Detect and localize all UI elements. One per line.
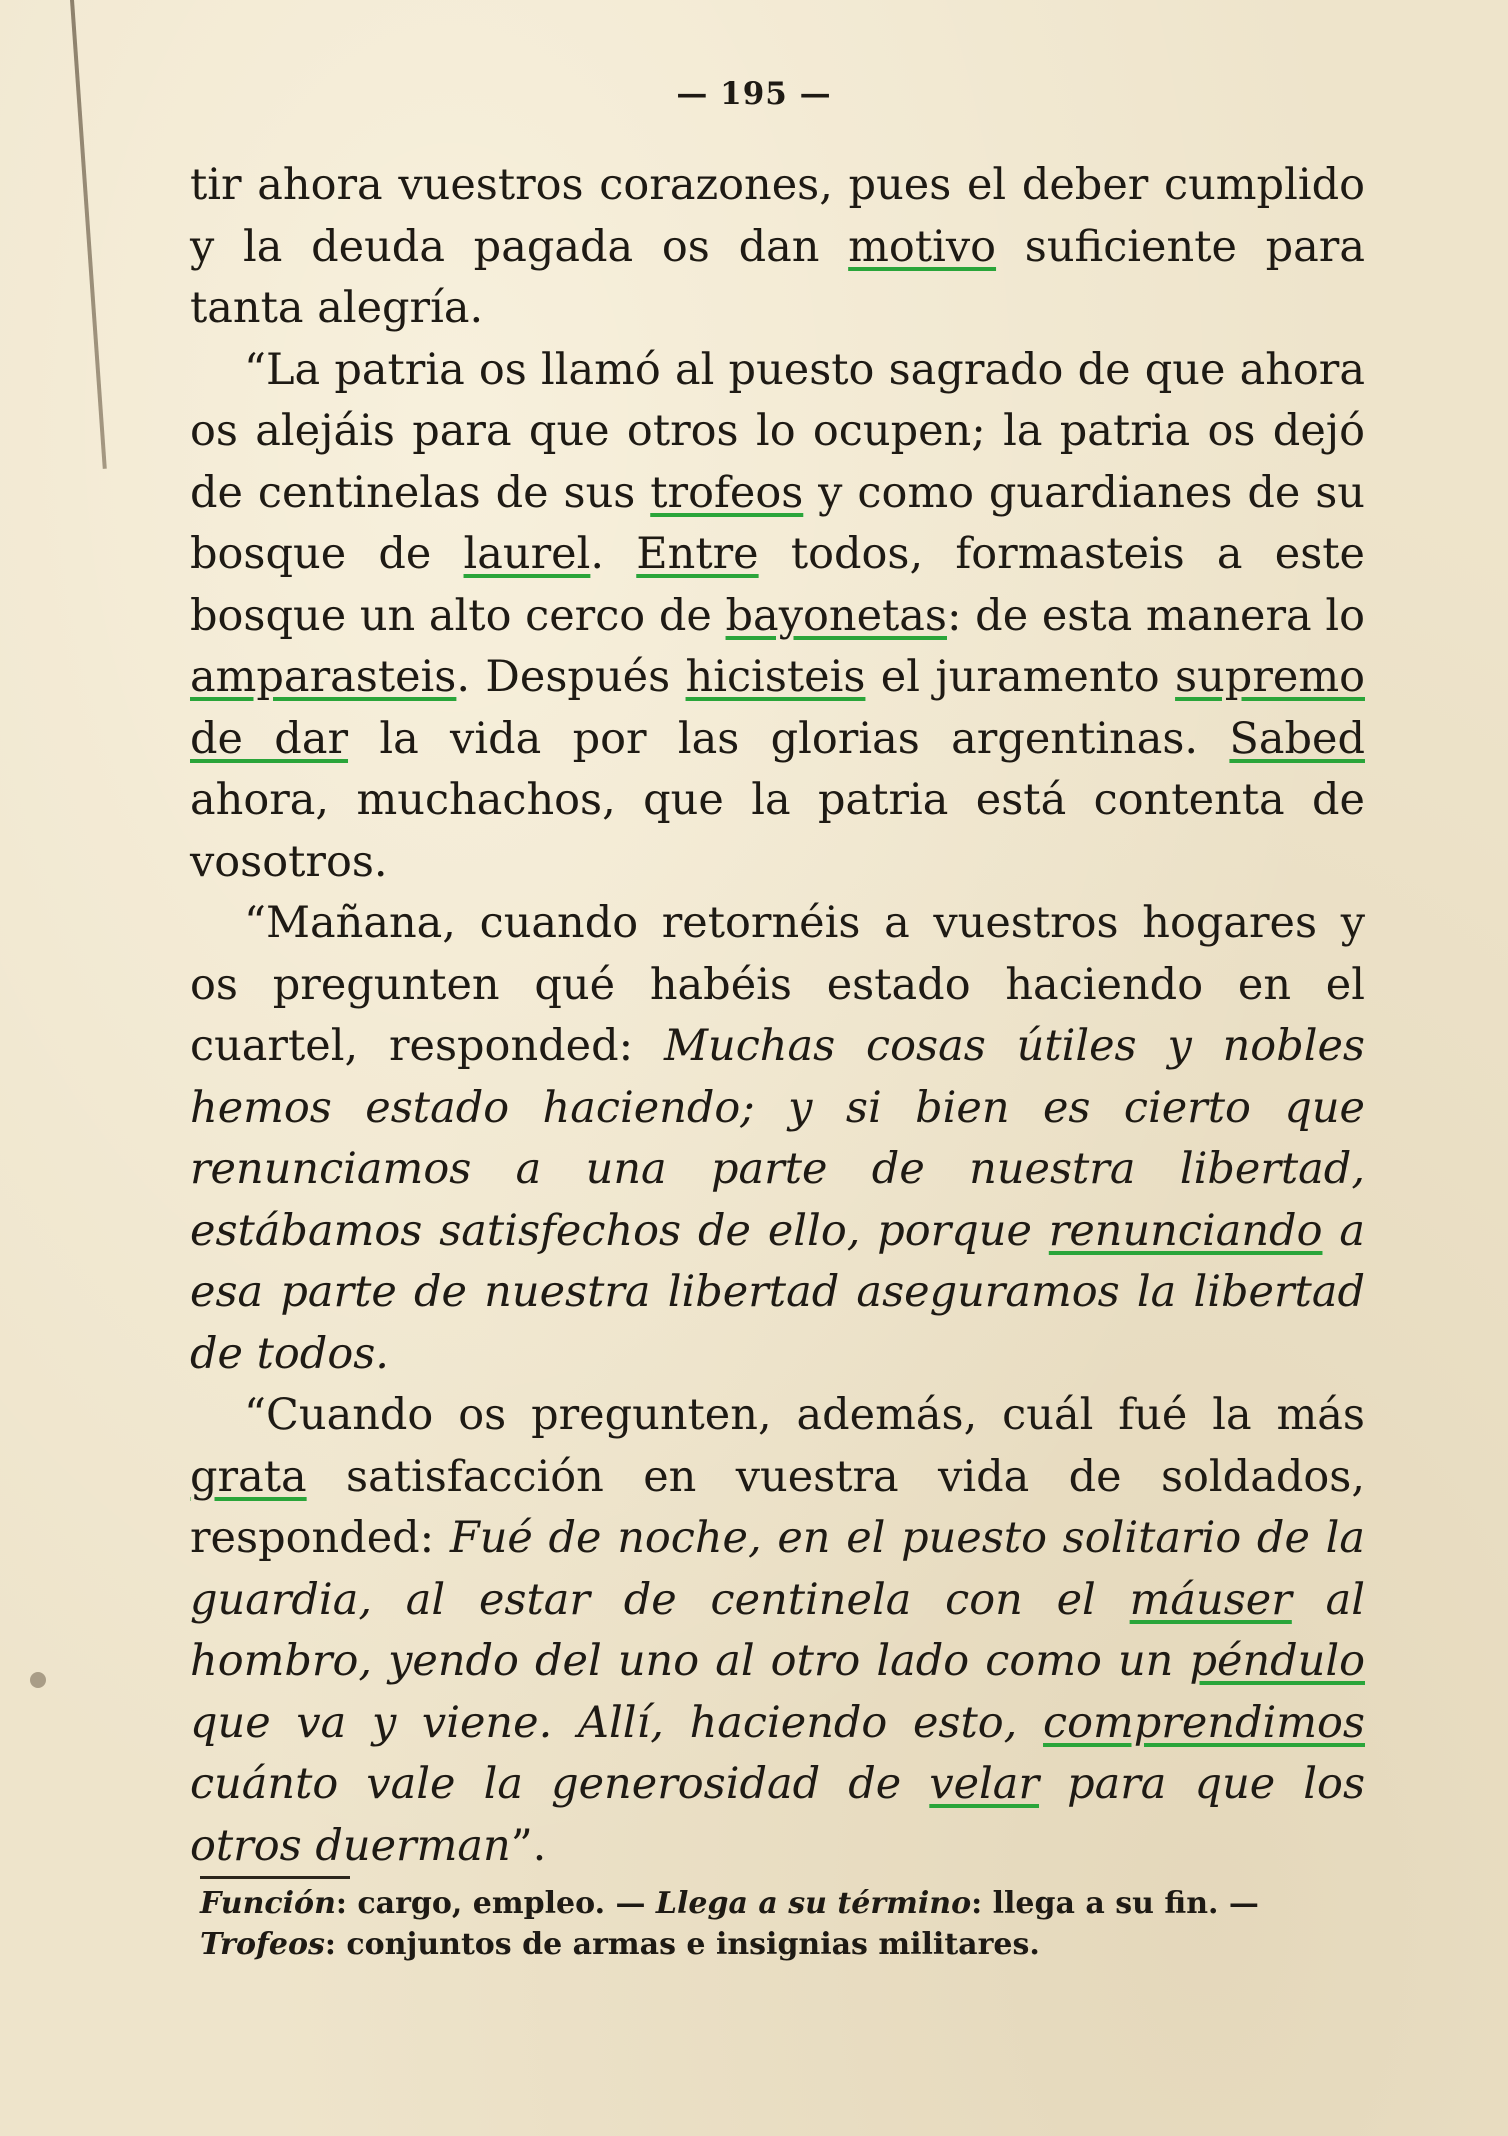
italic-run: a esa parte de nuestra libertad aseguramos la libertad de todos.: [190, 1205, 1365, 1379]
highlighted-word: grata: [190, 1451, 307, 1502]
footnote-divider: [200, 1876, 350, 1879]
footnote-definition: : conjuntos de armas e insignias militares.: [324, 1927, 1040, 1962]
text-run: “Mañana, cuando retornéis a vuestros hogares y os pregunten qué habéis estado haciendo en el cuartel, responded:: [190, 898, 1365, 1071]
highlighted-word: hicisteis: [685, 652, 866, 702]
page-number: — 195 —: [676, 76, 832, 112]
italic-run: Muchas cosas útiles y nobles hemos estado haciendo; y si bien es cierto que renunciamos a una parte de nuestra libertad, estábamos satisfechos de ello, porque: [190, 1021, 1365, 1256]
highlighted-word: laurel: [463, 529, 591, 579]
text-run: suficiente para tanta alegría.: [190, 221, 1365, 333]
text-run: .: [590, 529, 637, 579]
paragraph-4: [190, 1385, 1365, 1877]
text-run: todos, formasteis a este bosque un alto cerco de: [190, 529, 1365, 641]
ink-spot: [30, 1672, 46, 1688]
footnote-term: Llega a su término: [655, 1886, 972, 1921]
highlighted-word: Entre: [636, 529, 759, 579]
text-run: ahora, muchachos, que la patria está contenta de vosotros.: [190, 775, 1365, 887]
text-run: tir ahora vuestros corazones, pues el deber cumplido y la deuda pagada os dan: [190, 160, 1365, 272]
footnote-term: Trofeos: [200, 1927, 325, 1962]
text-run: la vida por las glorias argentinas.: [348, 713, 1230, 764]
text-run: ”.: [510, 1820, 547, 1871]
highlighted-word: supremo de dar: [190, 652, 1365, 764]
italic-run: cuánto vale la generosidad de: [190, 1759, 930, 1809]
footnote-definition: : llega a su fin. —: [971, 1886, 1259, 1921]
italic-run: Fué de noche, en el puesto solitario de la guardia, al estar de centinela con el: [190, 1513, 1365, 1625]
italic-run: al hombro, yendo del uno al otro lado como un: [190, 1574, 1366, 1686]
highlighted-word: máuser: [1129, 1574, 1292, 1625]
footnotes: [200, 1883, 1370, 1965]
italic-run: para que los otros duerman: [190, 1759, 1366, 1871]
highlighted-word: velar: [929, 1759, 1039, 1809]
highlighted-word: renunciando: [1048, 1205, 1323, 1256]
highlighted-word: comprendimos: [1043, 1697, 1365, 1748]
footnote-term: Función: [200, 1886, 336, 1921]
highlighted-word: bayonetas: [725, 590, 947, 641]
highlighted-word: trofeos: [650, 467, 804, 518]
highlighted-word: péndulo: [1189, 1636, 1365, 1686]
highlighted-word: motivo: [848, 221, 997, 272]
italic-run: que va y viene. Allí, haciendo esto,: [190, 1697, 1044, 1748]
text-run: : de esta manera lo: [947, 590, 1365, 641]
highlighted-word: amparasteis: [190, 652, 457, 702]
text-run: “La patria os llamó al puesto sagrado de que ahora os alejáis para que otros lo ocupen; la patria os dejó de centinelas de sus: [190, 344, 1365, 518]
paragraph-2: [190, 340, 1365, 894]
highlighted-word: Sabed: [1229, 713, 1365, 764]
main-text: [190, 155, 1365, 1877]
paragraph-3: [190, 893, 1365, 1385]
page-crease: [70, 0, 107, 469]
footnote-definition: : cargo, empleo. —: [335, 1886, 656, 1921]
text-run: satisfacción en vuestra vida de soldados, responded:: [190, 1451, 1365, 1563]
text-run: el juramento: [865, 652, 1176, 702]
paragraph-1: [190, 155, 1365, 340]
text-run: . Después: [456, 652, 686, 702]
text-run: y como guardianes de su bosque de: [190, 467, 1365, 579]
text-run: “Cuando os pregunten, además, cuál fué la más: [244, 1390, 1365, 1440]
